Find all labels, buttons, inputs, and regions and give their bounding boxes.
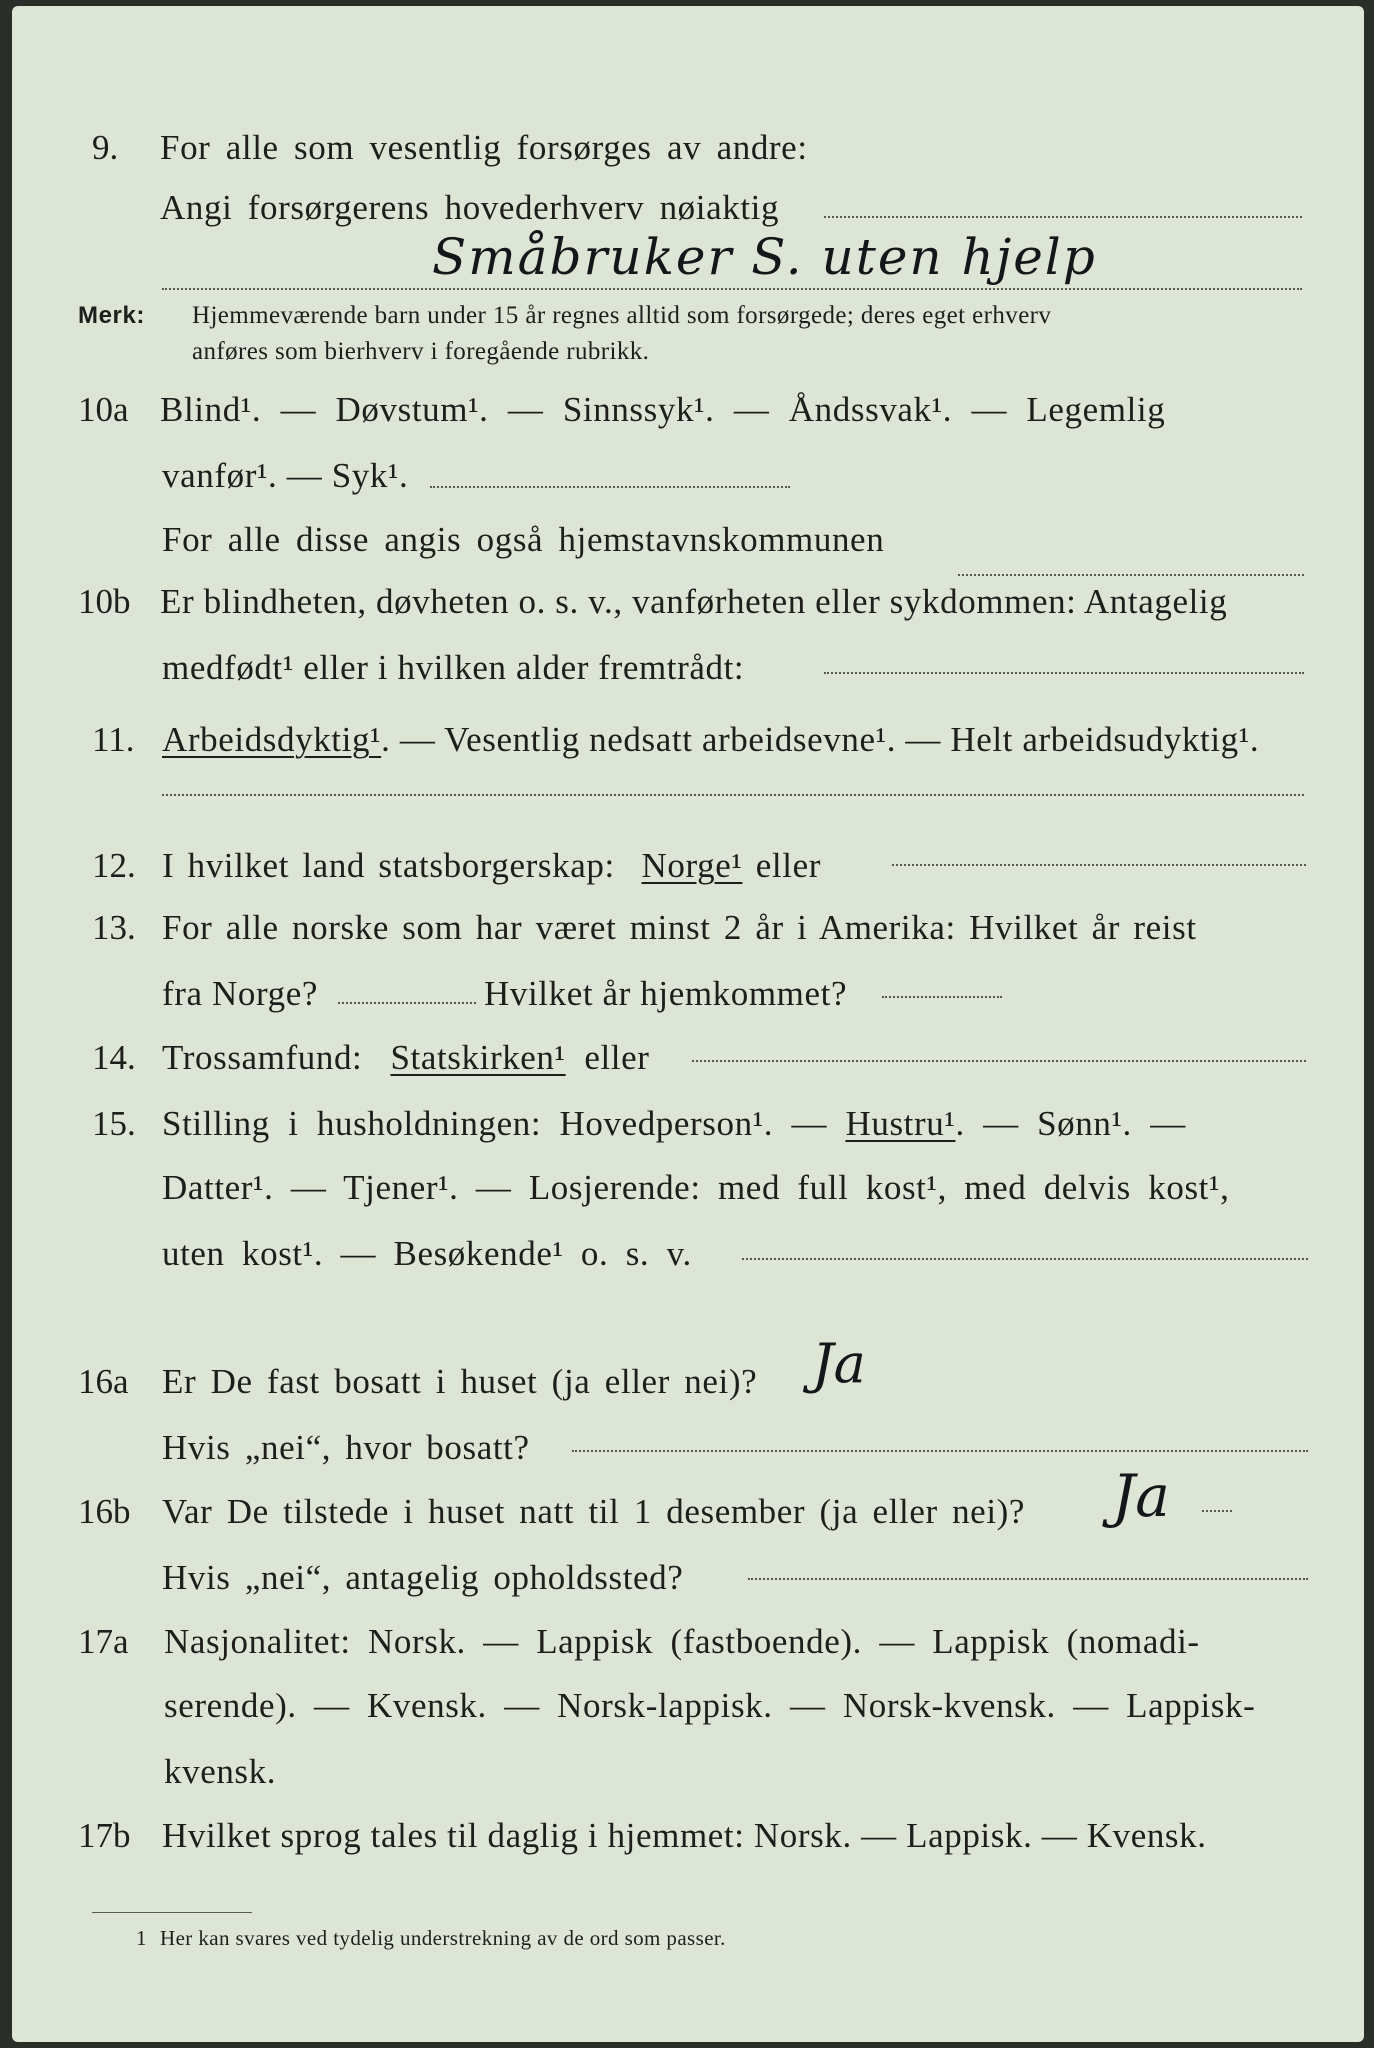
- q9-line1: For alle som vesentlig forsørges av andre:: [160, 128, 808, 167]
- q15-fill-line: [742, 1258, 1308, 1260]
- q10a-fill-line-2: [958, 574, 1304, 576]
- q12-line: [162, 844, 821, 888]
- q11-fill-line: [162, 794, 1304, 796]
- q13-line2b: Hvilket år hjemkommet?: [484, 974, 848, 1013]
- q15-line2: Datter¹. — Tjener¹. — Losjerende: med full kost¹, med delvis kost¹,: [162, 1168, 1230, 1207]
- q14-post: eller: [584, 1038, 650, 1077]
- q15-number: 15.: [92, 1104, 136, 1143]
- q16a-handwritten-answer: Ja: [812, 1332, 866, 1395]
- q16b-number: 16b: [78, 1492, 131, 1531]
- q11-number: 11.: [92, 720, 135, 759]
- q13-fill-line-2: [882, 996, 1002, 998]
- q9-number: 9.: [92, 128, 119, 167]
- q10a-line2: vanfør¹. — Syk¹.: [162, 456, 409, 495]
- q14-fill-line: [692, 1060, 1306, 1062]
- q9-fill-line-2: [162, 288, 1302, 290]
- q14-number: 14.: [92, 1038, 136, 1077]
- q12-fill-line: [892, 864, 1306, 866]
- q13-number: 13.: [92, 908, 136, 947]
- q15-underlined-option: Hustru¹: [845, 1104, 956, 1143]
- q14-underlined-option: Statskirken¹: [390, 1038, 566, 1077]
- q10b-line2: medfødt¹ eller i hvilken alder fremtrådt:: [162, 648, 745, 687]
- q17a-line2: serende). — Kvensk. — Norsk-lappisk. — Norsk-kvensk. — Lappisk-: [164, 1686, 1256, 1725]
- q13-line1: For alle norske som har været minst 2 år i Amerika: Hvilket år reist: [162, 908, 1197, 947]
- q16b-line2: Hvis „nei“, antagelig opholdssted?: [162, 1558, 684, 1597]
- merk-line2: anføres som bierhverv i foregående rubrikk.: [192, 338, 650, 365]
- q16b-handwritten-answer: Ja: [1112, 1462, 1170, 1530]
- q17a-number: 17a: [78, 1622, 129, 1661]
- q16b-line1: Var De tilstede i huset natt til 1 desember (ja eller nei)?: [162, 1492, 1026, 1531]
- q17b-number: 17b: [78, 1816, 131, 1855]
- q16a-fill-line: [572, 1450, 1308, 1452]
- q16a-number: 16a: [78, 1362, 129, 1401]
- q10a-line3: For alle disse angis også hjemstavnskommunen: [162, 520, 885, 559]
- q10b-fill-line: [824, 672, 1304, 674]
- q10b-line1: Er blindheten, døvheten o. s. v., vanførheten eller sykdommen: Antagelig: [160, 582, 1228, 621]
- q17b-line1: Hvilket sprog tales til daglig i hjemmet: Norsk. — Lappisk. — Kvensk.: [162, 1816, 1207, 1855]
- q10a-line1: Blind¹. — Døvstum¹. — Sinnssyk¹. — Åndssvak¹. — Legemlig: [160, 390, 1166, 429]
- q12-pre: I hvilket land statsborgerskap:: [162, 846, 615, 885]
- census-form-page: [12, 6, 1364, 2042]
- q11-rest: . — Vesentlig nedsatt arbeidsevne¹. — Helt arbeidsudyktig¹.: [381, 720, 1260, 759]
- q15-line1: [162, 1102, 1186, 1146]
- q14-line: [162, 1036, 650, 1080]
- footnote-rule: [92, 1912, 252, 1913]
- q13-line2a: fra Norge?: [162, 974, 318, 1013]
- q12-underlined-option: Norge¹: [641, 846, 743, 885]
- q15-line1a: Stilling i husholdningen: Hovedperson¹. —: [162, 1104, 828, 1143]
- q16b-fill-line-2: [748, 1578, 1308, 1580]
- q15-line1c: . — Sønn¹. —: [955, 1104, 1186, 1143]
- merk-label: Merk:: [78, 302, 146, 329]
- q10b-number: 10b: [78, 582, 131, 621]
- footnote-text: Her kan svares ved tydelig understrekning av de ord som passer.: [160, 1926, 726, 1950]
- q17a-line3: kvensk.: [164, 1752, 277, 1791]
- q10a-fill-line: [430, 486, 790, 488]
- q9-handwritten-answer: Småbruker S. uten hjelp: [432, 228, 1097, 286]
- q14-pre: Trossamfund:: [162, 1038, 363, 1077]
- q9-fill-line: [824, 216, 1302, 218]
- q16a-line2: Hvis „nei“, hvor bosatt?: [162, 1428, 530, 1467]
- q12-number: 12.: [92, 846, 136, 885]
- q11-underlined-option: Arbeidsdyktig¹: [162, 720, 382, 759]
- q16a-line1: Er De fast bosatt i huset (ja eller nei)?: [162, 1362, 758, 1401]
- q9-line2: Angi forsørgerens hovederhverv nøiaktig: [160, 188, 780, 227]
- q10a-number: 10a: [78, 390, 129, 429]
- q13-fill-line: [338, 1002, 476, 1004]
- q15-line3: uten kost¹. — Besøkende¹ o. s. v.: [162, 1234, 692, 1273]
- merk-line1: Hjemmeværende barn under 15 år regnes alltid som forsørgede; deres eget erhverv: [192, 302, 1052, 329]
- q16b-fill-line: [1202, 1510, 1232, 1512]
- q11-line: [162, 718, 1259, 762]
- q12-post: eller: [755, 846, 821, 885]
- footnote-mark: 1: [136, 1926, 147, 1950]
- q17a-line1: Nasjonalitet: Norsk. — Lappisk (fastboende). — Lappisk (nomadi-: [164, 1622, 1200, 1661]
